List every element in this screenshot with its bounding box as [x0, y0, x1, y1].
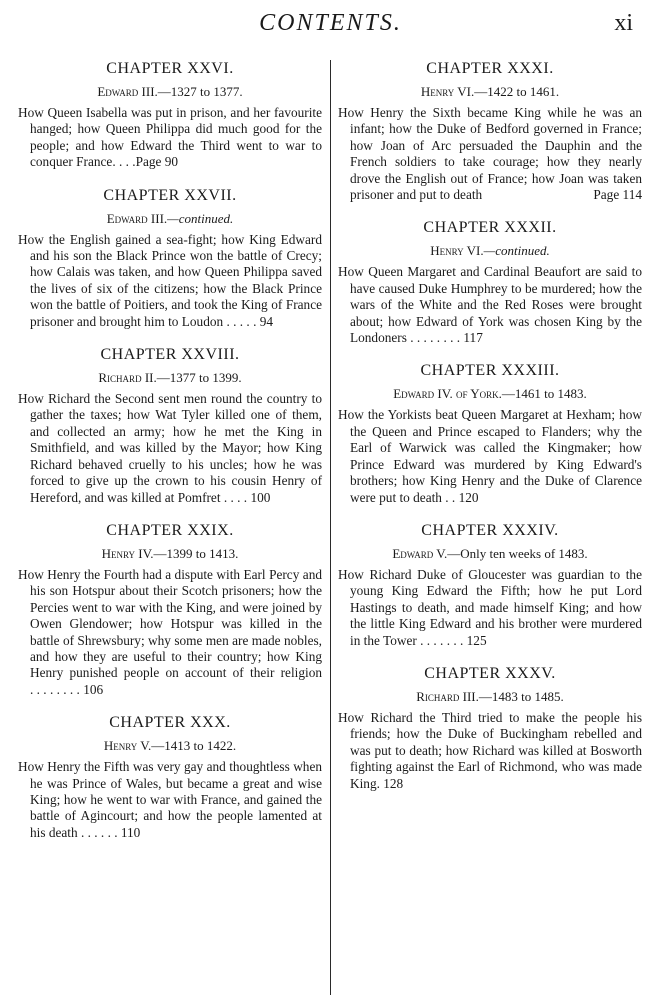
chapter-title: CHAPTER XXIX.: [106, 521, 234, 539]
chapter-title: CHAPTER XXXIII.: [420, 362, 560, 380]
summary-text: How Henry the Sixth became King while he was an infant; how the Duke of Bedford governed in France; how Joan of Arc persuaded the Dauphin and the French soldiers to take courage; how they nearly drove the English out of France; how Joan was taken prisoner and put to death: [338, 105, 642, 203]
reign-period: —continued.: [167, 210, 234, 226]
reign-period: —1483 to 1485.: [478, 688, 564, 704]
reign-period: —1422 to 1461.: [474, 84, 560, 99]
chapter-entry: [338, 60, 642, 203]
chapter-title: CHAPTER XXX.: [109, 714, 231, 732]
chapter-summary: [18, 759, 322, 841]
summary-text: How Richard Duke of Gloucester was guardian to the young King Edward the Fifth; how he put Lord Hastings to death, and made himself King; and how the little King Edward and his brother were murdered in the Tower: [338, 566, 642, 648]
chapter-title: CHAPTER XXXI.: [426, 60, 554, 77]
chapter-reign: [338, 243, 642, 259]
page-reference: . . . . . . . . 117: [410, 330, 483, 346]
page-reference: . . . . . . . . 106: [30, 681, 104, 697]
page-reference: . . .Page 90: [118, 154, 179, 170]
summary-text: How the English gained a sea-fight; how King Edward and his son the Black Prince won the battle of Crecy; how Calais was taken, and how Queen Philippa saved the lives of six of the citizens; how the Black Prince won the battle of Poitiers, and took the King of France prisoner and brought him to Loudon: [18, 231, 322, 329]
chapter-entry: [338, 362, 642, 505]
reign-period: —1399 to 1413.: [153, 545, 239, 561]
chapter-summary: [338, 264, 642, 346]
page-reference: . . . . 100: [223, 489, 271, 505]
page-reference: 128: [383, 775, 404, 791]
chapter-summary: [338, 407, 642, 505]
summary-text: How Richard the Second sent men round the country to gather the taxes; how Wat Tyler killed one of them, and collected an army; how he met the King in Smithfield, and was killed by the Mayor; how King Richard behaved cruelly to his uncles; how he was forced to give up the crown to his cousin Henry of Hereford, and was killed at Pomfret: [18, 391, 322, 505]
page-title: CONTENTS.: [259, 10, 402, 36]
chapter-summary: [18, 567, 322, 698]
chapter-summary: [338, 710, 642, 792]
reign-period: —1377 to 1399.: [156, 370, 242, 386]
chapter-entry: [338, 219, 642, 346]
reign-period: —1327 to 1377.: [157, 84, 243, 99]
king-name: Henry V.: [103, 738, 152, 754]
page-number: xi: [614, 10, 633, 36]
chapter-reign: [338, 84, 642, 100]
chapter-reign: [18, 546, 322, 562]
chapter-reign: [18, 738, 322, 754]
chapter-entry: [18, 522, 322, 698]
page-reference: . . . . . . . 125: [420, 632, 487, 648]
king-name: Richard II.: [98, 370, 157, 386]
page-reference: . . . . . 94: [226, 313, 274, 329]
chapter-title: CHAPTER XXXII.: [423, 219, 557, 237]
summary-text: How Henry the Fifth was very gay and thoughtless when he was Prince of Wales, but became a great and wise King; how he went to war with France, and gained the battle of Agincourt; and how the people lamented at his death: [18, 759, 322, 840]
left-column: [18, 60, 322, 857]
chapter-title: CHAPTER XXXIV.: [421, 521, 559, 539]
chapter-reign: [338, 386, 642, 402]
king-name: Edward III.: [97, 84, 158, 99]
summary-text: How Henry the Fourth had a dispute with Earl Percy and his son Hotspur about their Scotch prisoners; how the Percies went to war with the King, and were joined by Owen Glendower; how Hotspur was killed in the battle of Shrewsbury; why some men are made nobles, and how they are useful to their country; how King Henry punished people on account of their religion: [18, 566, 322, 681]
chapter-summary: [338, 567, 642, 649]
chapter-title: CHAPTER XXVI.: [106, 60, 234, 77]
reign-period: —Only ten weeks of 1483.: [447, 545, 588, 561]
chapter-title: CHAPTER XXVIII.: [100, 346, 240, 364]
chapter-entry: [18, 187, 322, 330]
chapter-title: CHAPTER XXVII.: [103, 186, 237, 204]
chapter-entry: [338, 665, 642, 792]
chapter-title: CHAPTER XXXV.: [424, 664, 556, 682]
king-name: Edward III.: [106, 210, 168, 226]
chapter-entry: [18, 714, 322, 841]
page-reference: Page 114: [593, 187, 642, 203]
king-name: Henry VI.: [430, 243, 484, 259]
page-reference: . . . . . . 110: [80, 824, 141, 840]
chapter-reign: [18, 84, 322, 100]
summary-text: How the Yorkists beat Queen Margaret at Hexham; how the Queen and Prince escaped to Flanders; why the Earl of Warwick was called the Kingmaker; how Prince Edward was murdered by King Edward's brothers; how King Henry and the Duke of Clarence were put to death: [338, 407, 642, 505]
chapter-reign: [338, 689, 642, 705]
summary-text: How Richard the Third tried to make the people his friends; how the Duke of Buckingham rebelled and was put to death; how Richard was killed at Bosworth fighting against the Earl of Richmond, who was made King.: [338, 709, 642, 791]
chapter-summary: [338, 105, 642, 203]
king-name: Edward V.: [392, 545, 448, 561]
chapter-entry: [18, 60, 322, 171]
reign-period: —continued.: [483, 243, 550, 259]
chapter-reign: [18, 211, 322, 227]
summary-text: How Queen Isabella was put in prison, and her favourite hanged; how Queen Philippa did much good for the people; and how Edward the Third went to war to conquer France.: [18, 105, 322, 170]
chapter-reign: [338, 546, 642, 562]
page-reference: . . 120: [445, 489, 479, 505]
right-column: [338, 60, 642, 808]
chapter-summary: [18, 105, 322, 171]
page-header: [0, 0, 661, 44]
king-name: Henry IV.: [101, 545, 154, 561]
king-name: Edward IV. of York.: [393, 386, 502, 402]
chapter-reign: [18, 370, 322, 386]
summary-text: How Queen Margaret and Cardinal Beaufort are said to have caused Duke Humphrey to be murdered; how the wars of the White and the Red Roses were brought about; how Edward of York was chosen King by the Londoners: [338, 264, 642, 346]
chapter-summary: [18, 391, 322, 506]
column-divider: [330, 60, 331, 995]
king-name: Richard III.: [416, 688, 479, 704]
chapter-summary: [18, 232, 322, 330]
chapter-entry: [18, 346, 322, 506]
king-name: Henry VI.: [420, 84, 475, 99]
reign-period: —1413 to 1422.: [151, 738, 237, 754]
chapter-entry: [338, 522, 642, 649]
reign-period: —1461 to 1483.: [501, 386, 587, 402]
